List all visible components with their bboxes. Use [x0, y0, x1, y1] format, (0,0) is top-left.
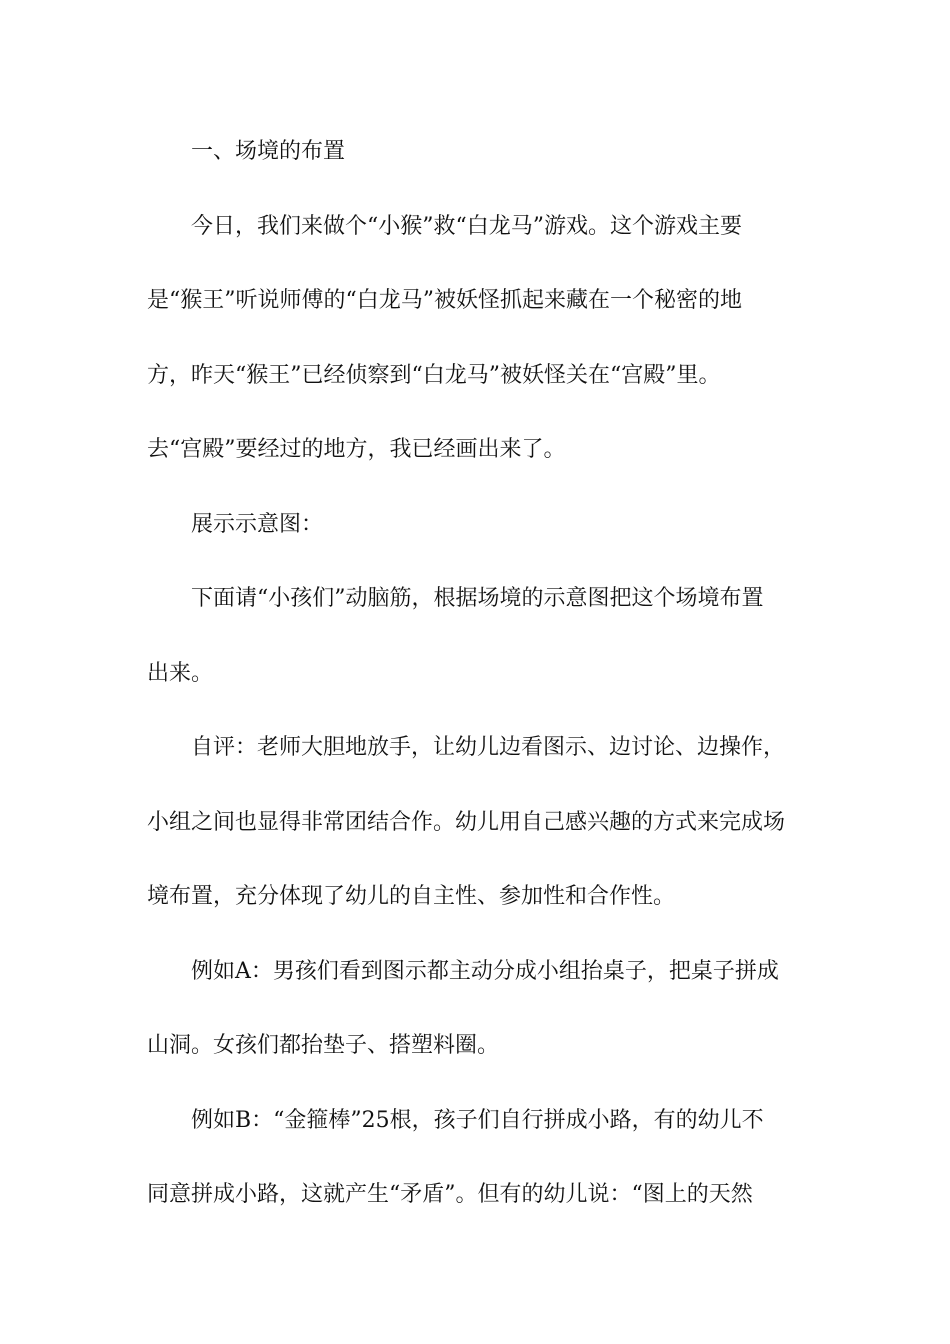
- section-heading: [147, 115, 950, 190]
- heading-line: 一、场境的布置: [191, 139, 346, 164]
- paragraph-line: 境布置，充分体现了幼儿的自主性、参加性和合作性。: [147, 884, 676, 909]
- paragraph-line: 下面请“小孩们”动脑筋，根据场境的示意图把这个场境布置: [191, 586, 764, 611]
- paragraph-line: 山洞。女孩们都抬垫子、搭塑料圈。: [147, 1033, 500, 1058]
- paragraph-line: 展示示意图：: [191, 511, 324, 537]
- paragraph-line: 出来。: [147, 660, 214, 686]
- paragraph-line: 去“宫殿”要经过的地方，我已经画出来了。: [147, 437, 566, 462]
- paragraph-example-a: [147, 935, 950, 1084]
- paragraph-line: 小组之间也显得非常团结合作。幼儿用自己感兴趣的方式来完成场: [147, 809, 786, 835]
- paragraph-intro: [147, 190, 950, 488]
- paragraph-example-b: [147, 1084, 950, 1233]
- paragraph-instruction: [147, 562, 950, 711]
- paragraph-line: 是“猴王”听说师傅的“白龙马”被妖怪抓起来藏在一个秘密的地: [147, 288, 742, 313]
- paragraph-line: 今日，我们来做个“小猴”救“白龙马”游戏。这个游戏主要: [191, 213, 742, 239]
- paragraph-show-diagram: [147, 488, 950, 563]
- paragraph-line: 同意拼成小路，这就产生“矛盾”。但有的幼儿说：“图上的天然: [147, 1182, 753, 1207]
- paragraph-line: 例如A：男孩们看到图示都主动分成小组抬桌子，把桌子拼成: [191, 958, 779, 984]
- paragraph-line: 例如B：“金箍棒”25根，孩子们自行拼成小路，有的幼儿不: [191, 1107, 764, 1133]
- paragraph-line: 自评：老师大胆地放手，让幼儿边看图示、边讨论、边操作，: [191, 735, 786, 760]
- paragraph-self-review: [147, 711, 950, 935]
- paragraph-line: 方，昨天“猴王”已经侦察到“白龙马”被妖怪关在“宫殿”里。: [147, 362, 721, 388]
